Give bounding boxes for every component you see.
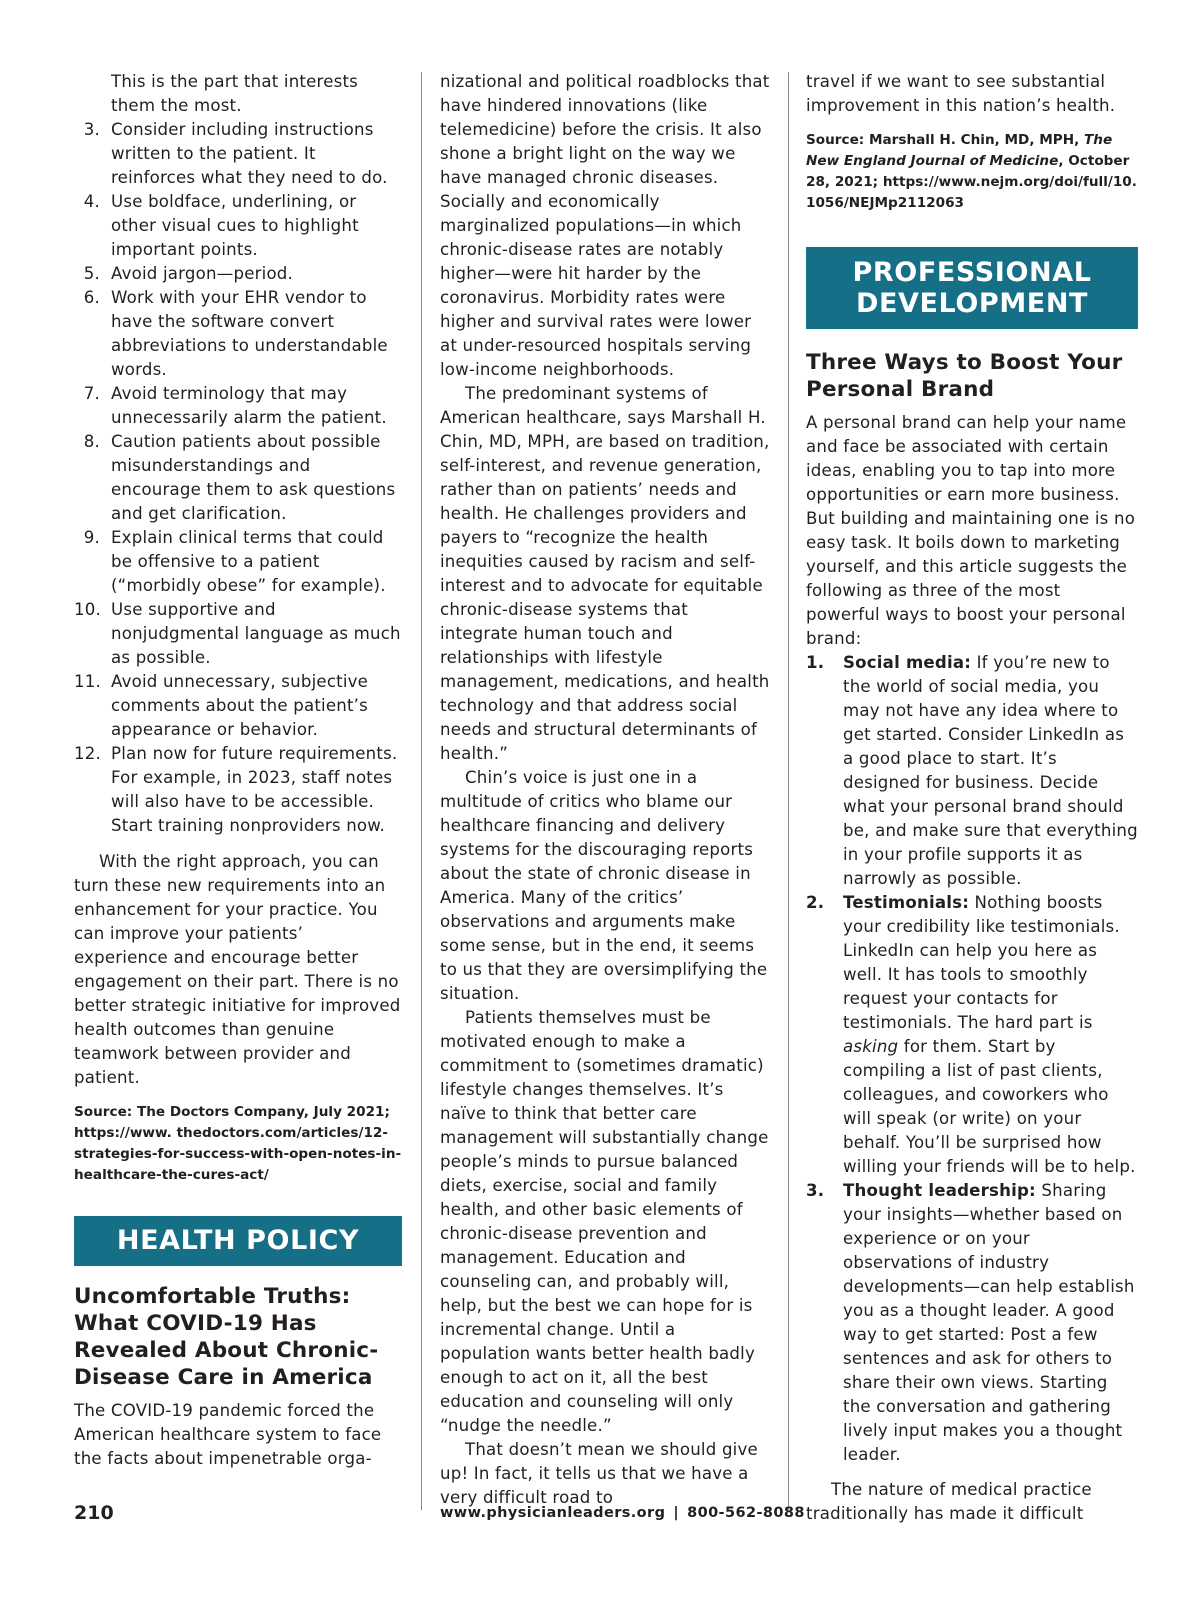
- list-item: 5. Avoid jargon—period.: [83, 264, 294, 283]
- page-footer: [0, 1502, 1200, 1532]
- brand-tips-list: [806, 651, 1138, 1467]
- column-divider-left: [421, 72, 422, 1510]
- list-item-2-continuation: This is the part that interests them the most.: [111, 72, 359, 115]
- list-item: 10. Use supportive and nonjudgmental language as much as possible.: [74, 600, 401, 667]
- paragraph: Patients themselves must be motivated enough to make a commitment to (sometimes dramatic) lifestyle changes themselves. It’s naïve to think that better care management will substantially change people’s minds to pursue balanced diets, exercise, social and family health, and other basic elements of chronic-disease prevention and management. Education and counseling can, and probably will, help, but the best we can hope for is incremental change. Until a population wants better health badly enough to act on it, all the best education and counseling will only “nudge the needle.”: [440, 1008, 769, 1435]
- paragraph: The predominant systems of American healthcare, says Marshall H. Chin, MD, MPH, are based on tradition, self-interest, and revenue generation, rather than on patients’ needs and health. He challenges providers and payers to “recognize the health inequities caused by racism and self-interest and to advocate for equitable chronic-disease systems that integrate human touch and relationships with lifestyle management, medications, and health technology and that address social needs and structural determinants of health.”: [440, 384, 770, 763]
- paragraph: nizational and political roadblocks that have hindered innovations (like telemedicine) before the crisis. It also shone a bright light on the way we have managed chronic diseases. Socially and economically marginalized populations—in which chronic-disease rates are notably higher—were hit harder by the coronavirus. Morbidity rates were higher and survival rates were lower at under-resourced hospitals serving low-income neighborhoods.: [440, 72, 770, 379]
- page-number: 210: [74, 1502, 114, 1524]
- list-item: 11. Avoid unnecessary, subjective comments about the patient’s appearance or behavior.: [74, 672, 369, 739]
- list-item: 2. Testimonials: Nothing boosts your credibility like testimonials. LinkedIn can help you here as well. It has tools to smoothly request your contacts for testimonials. The hard part is asking for them. Start by compiling a list of past clients, colleagues, and coworkers who will speak (or write) on your behalf. You’ll be surprised how willing your friends will be to help.: [806, 893, 1136, 1176]
- column-middle: [440, 70, 770, 1510]
- article-intro: The COVID-19 pandemic forced the American healthcare system to face the facts about impenetrable orga-: [74, 1401, 382, 1468]
- list-item: 7. Avoid terminology that may unnecessarily alarm the patient.: [83, 384, 387, 427]
- health-policy-banner: HEALTH POLICY: [74, 1216, 402, 1266]
- article-headline: Uncomfortable Truths: What COVID-19 Has Revealed About Chronic-Disease Care in America: [74, 1284, 379, 1390]
- list-item: 1. Social media: If you’re new to the world of social media, you may not have any idea where to get started. Consider LinkedIn as a good place to start. It’s designed for business. Decide what your personal brand should be, and make sure that everything in your profile supports it as narrowly as possible.: [806, 653, 1138, 888]
- list-item: 3. Thought leadership: Sharing your insights—whether based on experience or on your observations of industry developments—can help establish you as a thought leader. A good way to get started: Post a few sentences and ask for others to share their own views. Starting the conversation and gathering lively input makes you a thought leader.: [806, 1181, 1135, 1464]
- list-item: 8. Caution patients about possible misunderstandings and encourage them to ask questions and get clarification.: [83, 432, 396, 523]
- closing-paragraph: With the right approach, you can turn these new requirements into an enhancement for your practice. You can improve your patients’ experience and encourage better engagement on their part. There is no better strategic initiative for improved health outcomes than genuine teamwork between provider and patient.: [74, 852, 401, 1087]
- list-item: 6. Work with your EHR vendor to have the software convert abbreviations to understandable words.: [83, 288, 388, 379]
- article-headline: Three Ways to Boost Your Personal Brand: [806, 350, 1123, 402]
- list-item: 9. Explain clinical terms that could be offensive to a patient (“morbidly obese” for example).: [83, 528, 386, 595]
- column-right: [806, 70, 1138, 1526]
- list-item: 4. Use boldface, underlining, or other visual cues to highlight important points.: [83, 192, 359, 259]
- article-intro: A personal brand can help your name and face be associated with certain ideas, enabling you to tap into more opportunities or earn more business. But building and maintaining one is no easy task. It boils down to marketing yourself, and this article suggests the following as three of the most powerful ways to boost your personal brand:: [806, 413, 1136, 648]
- source-citation: Source: Marshall H. Chin, MD, MPH, The New England Journal of Medicine, October 28, 2021; https://www.nejm.org/doi/full/10. 1056/NEJMp2112063: [806, 132, 1137, 211]
- tips-list: [74, 118, 402, 838]
- paragraph: travel if we want to see substantial improvement in this nation’s health.: [806, 72, 1116, 115]
- column-left: [74, 70, 402, 1471]
- phone-number: 800-562-8088: [687, 1505, 805, 1521]
- list-item: 12. Plan now for future requirements. For example, in 2023, staff notes will also have to be accessible. Start training nonproviders now.: [74, 744, 398, 835]
- paragraph: That doesn’t mean we should give up! In fact, it tells us that we have a very difficult road to: [440, 1440, 758, 1507]
- column-divider-right: [788, 72, 789, 1510]
- website-link[interactable]: www.physicianleaders.org: [440, 1505, 666, 1521]
- paragraph: The nature of medical practice traditionally has made it difficult: [806, 1480, 1092, 1523]
- footer-contact: www.physicianleaders.org | 800-562-8088: [440, 1505, 805, 1521]
- professional-development-banner: PROFESSIONAL DEVELOPMENT: [806, 247, 1138, 329]
- source-citation: Source: The Doctors Company, July 2021; https://www. thedoctors.com/articles/12-strategies-for-success-with-open-notes-in-healthcare-the-cures-act/: [74, 1104, 402, 1183]
- paragraph: Chin’s voice is just one in a multitude of critics who blame our healthcare financing and delivery systems for the discouraging reports about the state of chronic disease in America. Many of the critics’ observations and arguments make some sense, but in the end, it seems to us that they are oversimplifying the situation.: [440, 768, 768, 1003]
- list-item: 3. Consider including instructions written to the patient. It reinforces what they need to do.: [83, 120, 388, 187]
